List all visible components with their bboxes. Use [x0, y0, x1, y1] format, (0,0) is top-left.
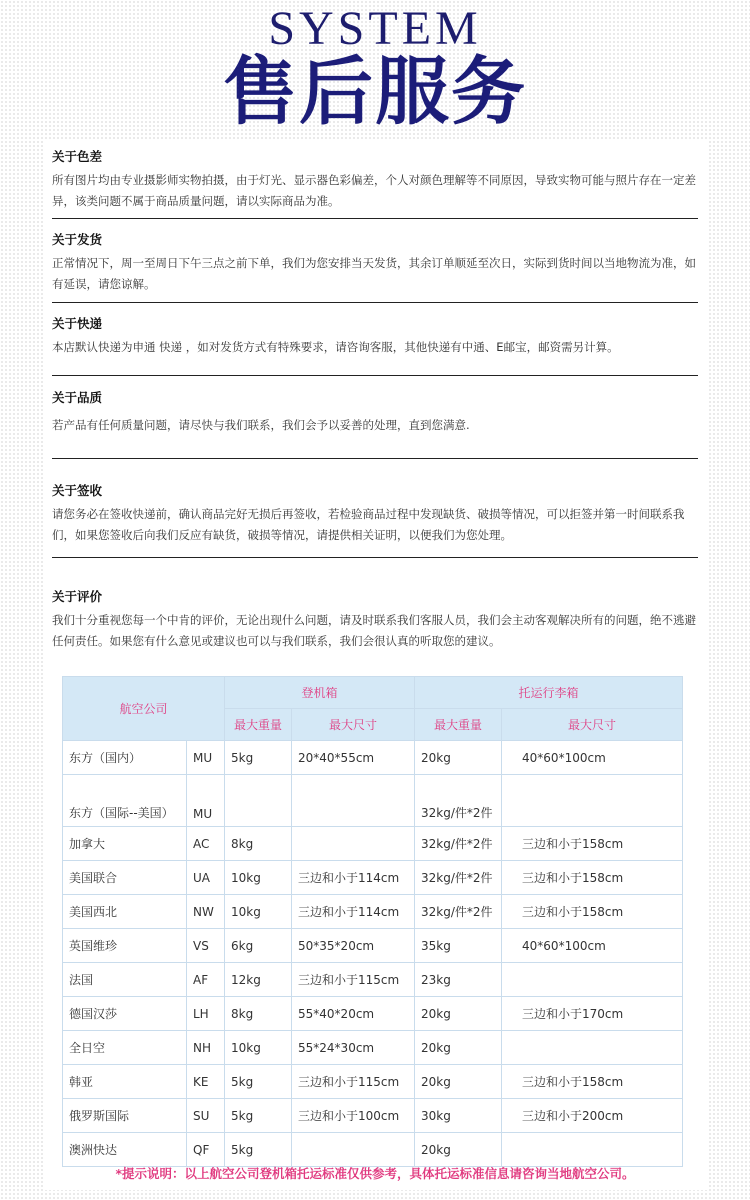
airline-code: AC: [187, 827, 225, 861]
section-body: 请您务必在签收快递前，确认商品完好无损后再签收，若检验商品过程中发现缺货、破损等情况，可以拒签并第一时间联系我们，如果您签收后向我们反应有缺货，破损等情况，请提供相关证明，以便我们为您处理。: [52, 507, 685, 542]
checked-size: [502, 1133, 683, 1167]
carry-weight: 8kg: [225, 997, 292, 1031]
section-courier: [52, 315, 698, 358]
airline-code: MU: [187, 741, 225, 775]
checked-weight: 35kg: [415, 929, 502, 963]
checked-weight: 32kg/件*2件: [415, 861, 502, 895]
airline-code: NH: [187, 1031, 225, 1065]
checked-size: 三边和小于158cm: [502, 861, 683, 895]
airline-name: 英国维珍: [63, 929, 187, 963]
checked-size: 三边和小于158cm: [502, 895, 683, 929]
carry-weight: 10kg: [225, 895, 292, 929]
carry-size: [292, 1133, 415, 1167]
airline-name: 美国西北: [63, 895, 187, 929]
checked-weight-header: 最大重量: [415, 709, 502, 741]
divider: [52, 557, 698, 558]
table-row: [63, 775, 683, 827]
checked-weight: 20kg: [415, 1031, 502, 1065]
section-title: 关于发货: [52, 232, 103, 247]
checked-size: 40*60*100cm: [502, 741, 683, 775]
table-row: [63, 1099, 683, 1133]
checked-size: 三边和小于200cm: [502, 1099, 683, 1133]
section-title: 关于品质: [52, 390, 103, 405]
carry-weight-header: 最大重量: [225, 709, 292, 741]
airline-name: 东方（国内）: [63, 741, 187, 775]
section-title: 关于评价: [52, 589, 103, 604]
table-row: [63, 741, 683, 775]
carry-weight: 5kg: [225, 741, 292, 775]
carry-size: [292, 775, 415, 827]
checked-size: 40*60*100cm: [502, 929, 683, 963]
table-row: [63, 827, 683, 861]
airline-name: 韩亚: [63, 1065, 187, 1099]
checked-weight: 32kg/件*2件: [415, 895, 502, 929]
airline-code: UA: [187, 861, 225, 895]
carry-weight: 5kg: [225, 1065, 292, 1099]
carry-weight: 5kg: [225, 1099, 292, 1133]
divider: [52, 302, 698, 303]
carry-size: 三边和小于115cm: [292, 1065, 415, 1099]
checked-header: 托运行李箱: [415, 677, 683, 709]
airline-code: LH: [187, 997, 225, 1031]
airline-code: NW: [187, 895, 225, 929]
table-row: [63, 895, 683, 929]
carry-size: 55*24*30cm: [292, 1031, 415, 1065]
checked-size-header: 最大尺寸: [502, 709, 683, 741]
table-row: [63, 963, 683, 997]
section-title: 关于签收: [52, 483, 103, 498]
airline-name: 加拿大: [63, 827, 187, 861]
section-body: 本店默认快递为申通 快递 ，如对发货方式有特殊要求，请咨询客服，其他快递有中通、E邮宝，邮资需另计算。: [52, 340, 619, 354]
section-body: 若产品有任何质量问题，请尽快与我们联系，我们会予以妥善的处理，直到您满意.: [52, 418, 470, 432]
section-shipping: [52, 231, 698, 295]
carry-size: 55*40*20cm: [292, 997, 415, 1031]
airline-name: 美国联合: [63, 861, 187, 895]
checked-size: [502, 963, 683, 997]
divider: [52, 375, 698, 376]
checked-weight: 20kg: [415, 741, 502, 775]
table-row: [63, 929, 683, 963]
section-title: 关于色差: [52, 149, 103, 164]
airline-baggage-table: [62, 676, 683, 1167]
carry-weight: 12kg: [225, 963, 292, 997]
checked-weight: 30kg: [415, 1099, 502, 1133]
airline-code: VS: [187, 929, 225, 963]
section-reviews: [52, 588, 698, 652]
airline-code: MU: [187, 775, 225, 827]
checked-size: [502, 1031, 683, 1065]
carry-weight: [225, 775, 292, 827]
checked-size: [502, 775, 683, 827]
carry-size: 20*40*55cm: [292, 741, 415, 775]
divider: [52, 458, 698, 459]
airline-header: 航空公司: [63, 677, 225, 741]
table-row: [63, 1133, 683, 1167]
system-heading: SYSTEM: [268, 2, 482, 55]
carry-size-header: 最大尺寸: [292, 709, 415, 741]
checked-size: 三边和小于158cm: [502, 1065, 683, 1099]
checked-weight: 20kg: [415, 1065, 502, 1099]
section-body: 所有图片均由专业摄影师实物拍摄，由于灯光、显示器色彩偏差，个人对颜色理解等不同原因，导致实物可能与照片存在一定差异，该类问题不属于商品质量问题，请以实际商品为准。: [52, 173, 696, 208]
table-row: [63, 1065, 683, 1099]
carry-weight: 10kg: [225, 861, 292, 895]
table-row: [63, 1031, 683, 1065]
airline-code: SU: [187, 1099, 225, 1133]
airline-name: 德国汉莎: [63, 997, 187, 1031]
checked-weight: 20kg: [415, 997, 502, 1031]
checked-size: 三边和小于170cm: [502, 997, 683, 1031]
airline-name: 全日空: [63, 1031, 187, 1065]
carry-size: 三边和小于114cm: [292, 895, 415, 929]
airline-code: KE: [187, 1065, 225, 1099]
checked-size: 三边和小于158cm: [502, 827, 683, 861]
checked-weight: 23kg: [415, 963, 502, 997]
carry-weight: 10kg: [225, 1031, 292, 1065]
carry-size: 三边和小于115cm: [292, 963, 415, 997]
footnote: *提示说明：以上航空公司登机箱托运标准仅供参考，具体托运标准信息请咨询当地航空公司。: [115, 1166, 635, 1181]
carry-size: [292, 827, 415, 861]
divider: [52, 218, 698, 219]
airline-name: 澳洲快达: [63, 1133, 187, 1167]
checked-weight: 32kg/件*2件: [415, 827, 502, 861]
carry-size: 三边和小于114cm: [292, 861, 415, 895]
carry-weight: 5kg: [225, 1133, 292, 1167]
table-row: [63, 997, 683, 1031]
airline-name: 俄罗斯国际: [63, 1099, 187, 1133]
carry-weight: 6kg: [225, 929, 292, 963]
carry-weight: 8kg: [225, 827, 292, 861]
section-receipt: [52, 482, 698, 546]
section-quality: [52, 389, 698, 436]
carry-size: 50*35*20cm: [292, 929, 415, 963]
airline-code: QF: [187, 1133, 225, 1167]
carry-size: 三边和小于100cm: [292, 1099, 415, 1133]
section-title: 关于快递: [52, 316, 103, 331]
section-body: 我们十分重视您每一个中肯的评价，无论出现什么问题，请及时联系我们客服人员，我们会主动客观解决所有的问题，绝不逃避任何责任。如果您有什么意见或建议也可以与我们联系，我们会很认真的听取您的建议。: [52, 613, 696, 648]
section-body: 正常情况下，周一至周日下午三点之前下单，我们为您安排当天发货，其余订单顺延至次日，实际到货时间以当地物流为准，如有延误，请您谅解。: [52, 256, 696, 291]
checked-weight: 32kg/件*2件: [415, 775, 502, 827]
airline-name: 东方（国际--美国）: [63, 775, 187, 827]
page-title: 售后服务: [223, 49, 527, 135]
carry-on-header: 登机箱: [225, 677, 415, 709]
checked-weight: 20kg: [415, 1133, 502, 1167]
section-color-difference: [52, 148, 698, 212]
airline-code: AF: [187, 963, 225, 997]
table-row: [63, 861, 683, 895]
airline-name: 法国: [63, 963, 187, 997]
page-header: [0, 0, 750, 140]
